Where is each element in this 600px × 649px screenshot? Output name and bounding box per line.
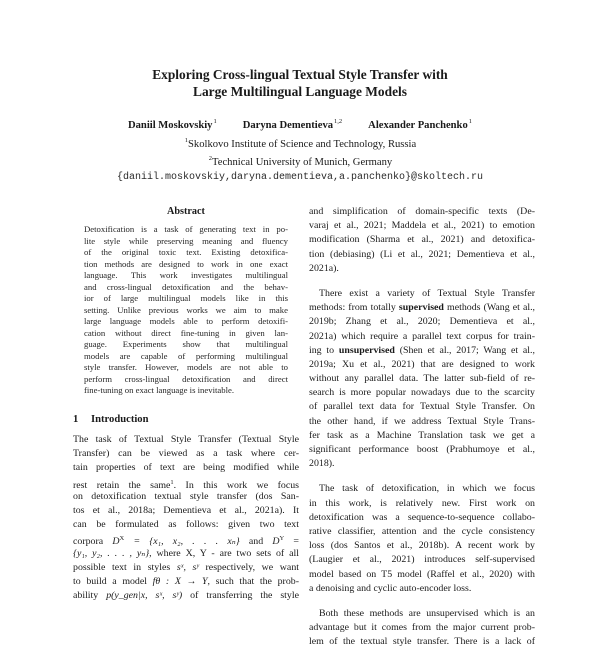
math-sup: X [119,535,125,543]
abstract-line: perform cross-lingual detoxification and direct [84,373,288,384]
body-text: of transferring the style [182,590,299,602]
section-number: 1 [73,414,79,425]
author-block [0,115,600,185]
author-names [0,115,600,134]
body-text: ing to [309,344,335,356]
body-line: tos et al., 2018a; Dementieva et al., 2021a). It [73,504,299,516]
body-text: , where X, Y - are two sets of all [149,547,299,559]
math: p(y_gen|x, sˣ, sʸ) [106,590,183,602]
body-line: 2018). [309,458,335,470]
body-line: detoxification was a sequence-to-sequence collabo- [309,511,535,523]
abstract-line: style transfer. However, models are not able to [84,362,288,372]
body-line: of parallel text data for Textual Style Transfer. On [309,401,535,413]
body-line: The task of detoxification, in which we focus [319,483,535,495]
math: fθ : X → Y [152,575,208,587]
affiliation [0,152,600,171]
body-line: without any parallel data. The latter sub-field of re- [309,373,535,385]
body-text: to build a model [73,575,147,587]
abstract-line: lite style while preserving meaning and fluency [84,235,288,246]
author-name: Daniil Moskovskiy [127,120,213,131]
body-line: 2021a). [309,262,339,274]
abstract-line: Detoxification is a task of generating text in po- [84,224,288,234]
body-text: and [248,536,264,548]
body-line: lem of the textual style transfer. There is a lack of [309,636,535,648]
body-line: model based on T5 model (Raffel et al., 2020) with [309,568,535,580]
abstract-heading: Abstract [167,206,205,217]
body-line: significant performance boost (Prabhumoye et al., [309,444,535,455]
body-line: rative classifier, attention and the cycle consistency [309,525,535,537]
title-line-1: Exploring Cross-lingual Textual Style Transfer with [152,67,448,82]
math: {y₁, y₂, . . . , yₙ} [73,547,150,559]
body-line: 2019a; Xu et al., 2021) that are designed to work [309,358,535,370]
body-line: a denoising and cyclic auto-encoder loss. [309,582,472,594]
body-line: and simplification of domain-specific texts (De- [309,206,535,217]
body-line: varaj et al., 2021; Maddela et al., 2021) to emotion [309,220,535,232]
body-line: advantage but it comes from the major current prob- [309,622,535,634]
title-line-2: Large Multilingual Language Models [193,84,407,99]
intro-column-left [73,433,299,603]
author-name: Alexander Panchenko [368,120,468,131]
body-line: There exist a variety of Textual Style Transfer [319,287,535,299]
body-line: Both these methods are unsupervised which is an [319,607,535,619]
affiliation-text: Skolkovo Institute of Science and Technology, Russia [188,138,417,150]
body-line [309,344,535,358]
body-line: 2021a) which require a parallel text corpus for train- [309,330,535,342]
section-title: Introduction [91,414,149,425]
affiliation-text: Technical University of Munich, Germany [212,157,393,168]
body-text: (Shen et al., 2017; Wang et al., [394,344,535,356]
math: sˣ, sʸ [176,561,199,573]
math-sup: Y [279,535,285,543]
body-line [73,476,299,490]
body-line: tion (debiasing) (Li et al., 2021; Dementieva et al., [309,248,535,260]
body-line: modification (Sharma et al., 2021) and detoxifica- [309,234,535,246]
body-line: (Laugier et al., 2021) introduces self-supervised [309,554,535,566]
body-line: tain properties of text are being modified while [73,462,299,474]
body-line: search is more popular nowadays due to the scarcity [309,387,535,399]
abstract-line: guage. Experiments show that multilingual [84,339,288,349]
body-line: Transfer) can be viewed as a task where cer- [73,448,299,460]
abstract-line: language. This work investigates multilingual [84,270,288,280]
body-line [73,575,299,589]
keyword-supervised: supervised [398,302,444,314]
body-text: ability [73,590,99,602]
author-sup: 1 [468,118,472,125]
body-text: respectively, we want [198,561,299,573]
abstract-line: setting. Unlike previous works we aim to make [84,304,288,315]
abstract-line: ior of large multilingual models like in this [84,293,288,303]
body-line: loss (dos Santos et al., 2018b). A recent work by [309,540,535,552]
body-text: methods: from totally [309,302,396,314]
paper-title [0,66,600,100]
abstract-line: tion methods are designed to work in one exact [84,258,288,269]
author-name: Daryna Dementieva [242,120,334,131]
abstract-line: cation without direct fine-tuning in given lan- [84,327,288,338]
intro-column-right [309,205,535,649]
body-text: corpora [73,536,104,548]
body-line [73,532,299,546]
abstract-line: and cross-lingual detoxification and the behav- [84,281,288,292]
body-line: The task of Textual Style Transfer (Textual Style [73,434,299,445]
body-line: 2019b; Zhang et al., 2020; Dementieva et al., [309,316,535,328]
body-line [73,561,299,575]
body-line: the other hand, if we address Textual Style Trans- [309,415,535,427]
body-line: fer task as a Machine Translation task we get a [309,429,535,441]
body-text: possible text in styles [73,561,171,573]
body-text: methods (Wang et al., [443,302,536,314]
author-sup: 1,2 [334,118,343,125]
section-heading [73,414,149,425]
body-text: , such that the prob- [207,575,299,587]
affiliation-sup: 2 [208,155,213,162]
body-line: in this work, is relatively new. First work on [309,497,535,509]
math: D [272,536,280,548]
author-email[interactable]: {daniil.moskovskiy,daryna.dementieva,a.panchenko}@skoltech.ru [116,171,484,183]
body-line [73,547,299,561]
body-text: rest retain the same [73,479,171,491]
keyword-unsupervised: unsupervised [338,344,395,356]
affiliation-sup: 1 [184,136,189,144]
author-sup: 1 [213,118,217,125]
abstract-line: of the original toxic text. Existing detoxifica- [84,247,288,257]
affiliation [0,134,600,153]
abstract-line: fine-tuning on exact language is inevitable. [84,385,235,395]
body-line: on detoxification textual style transfer (dos San- [73,490,299,502]
abstract-body [84,224,288,397]
body-line [73,589,299,603]
math: D [112,536,120,548]
footnote-mark[interactable]: 1 [170,478,174,486]
body-text: . In this work we focus [173,479,299,491]
abstract-line: large language models able to perform detoxifi- [84,316,288,326]
math: = {x₁, x₂, . . . xₙ} [133,536,240,548]
math: = [293,536,299,548]
body-line: can be formulated as follows: given two text [73,519,299,531]
body-line [309,301,535,315]
abstract-line: models are capable of performing multilingual [84,350,288,361]
